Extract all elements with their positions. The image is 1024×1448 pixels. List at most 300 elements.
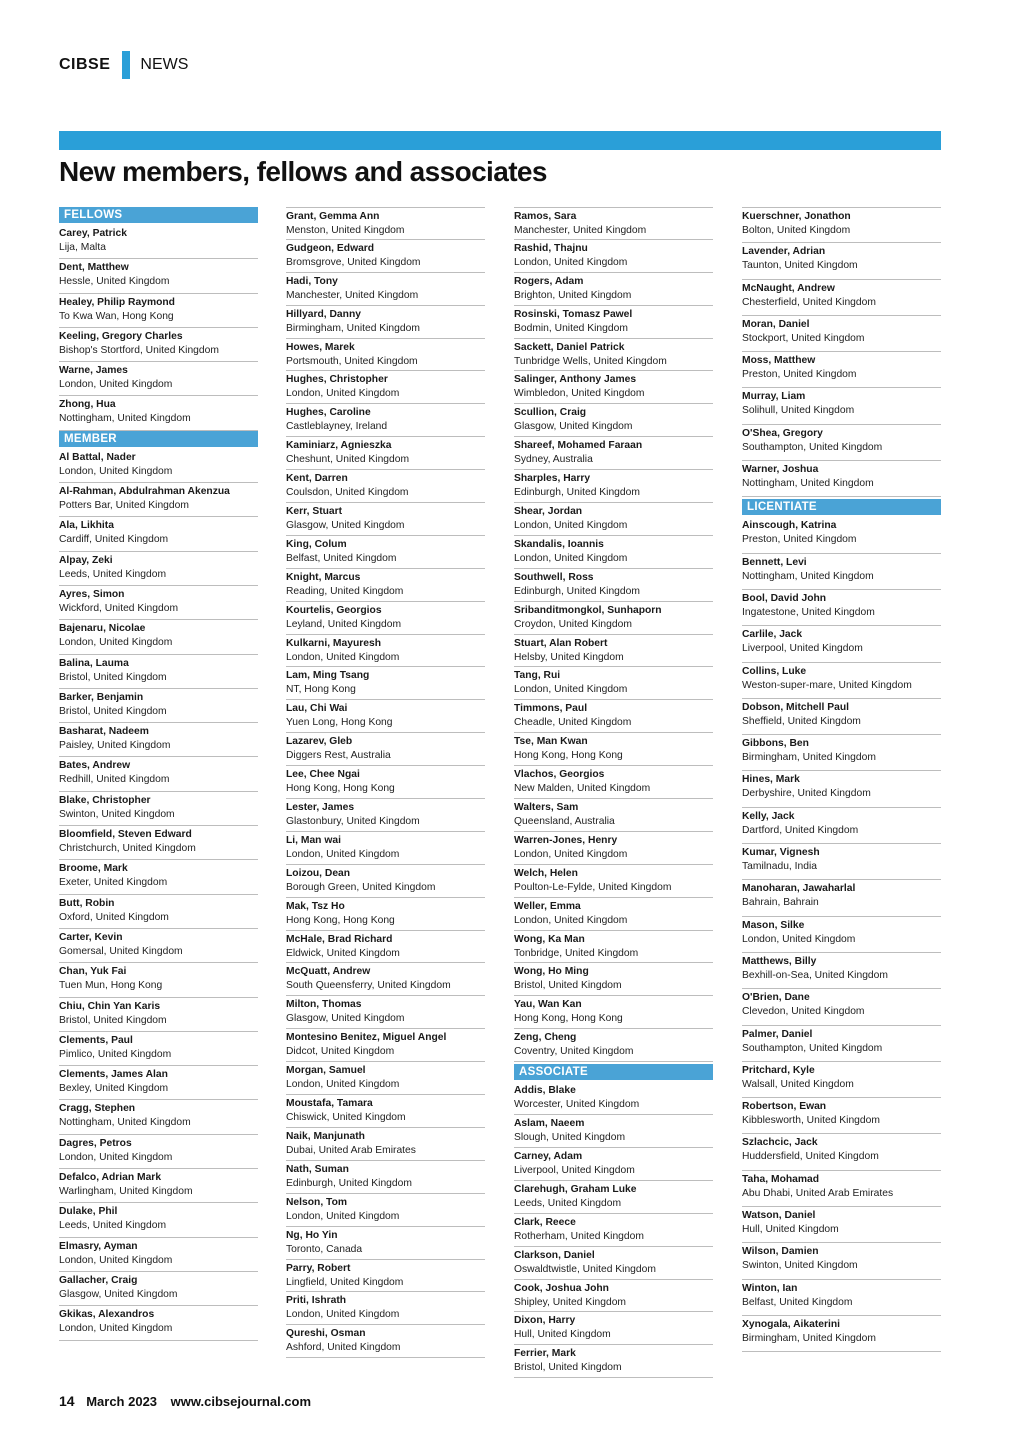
member-name: Manoharan, Jawaharlal [742, 883, 856, 895]
member-entry [59, 655, 258, 689]
member-entry [286, 799, 485, 832]
member-location: Glasgow, United Kingdom [286, 520, 405, 532]
member-entry [286, 1095, 485, 1128]
brand-logo: CIBSE [59, 56, 111, 73]
member-location: NT, Hong Kong [286, 684, 356, 696]
member-name: Rogers, Adam [514, 275, 584, 287]
member-entry [59, 929, 258, 963]
member-name: Taha, Mohamad [742, 1173, 820, 1185]
member-entry [514, 1148, 713, 1181]
member-location: Derbyshire, United Kingdom [742, 788, 871, 800]
member-entry [742, 207, 941, 243]
member-entry [742, 590, 941, 626]
member-location: Swinton, United Kingdom [59, 808, 175, 820]
member-name: Dixon, Harry [514, 1315, 576, 1327]
member-entry [286, 1194, 485, 1227]
member-name: Mason, Silke [742, 919, 805, 931]
member-entry [286, 667, 485, 700]
member-entry [286, 207, 485, 240]
member-entry [59, 826, 258, 860]
member-entry [59, 449, 258, 483]
member-entry [59, 963, 258, 997]
member-name: Defalco, Adrian Mark [59, 1172, 162, 1184]
member-location: Menston, United Kingdom [286, 225, 405, 236]
member-name: Naik, Manjunath [286, 1130, 365, 1142]
member-location: Hull, United Kingdom [514, 1329, 611, 1341]
member-entry [59, 294, 258, 328]
member-entry [286, 273, 485, 306]
member-location: Bristol, United Kingdom [59, 1014, 167, 1026]
member-entry [742, 1316, 941, 1352]
member-location: Clevedon, United Kingdom [742, 1006, 865, 1018]
member-location: Exeter, United Kingdom [59, 877, 168, 889]
member-entry [59, 723, 258, 757]
column-4 [742, 207, 941, 1352]
member-name: Basharat, Nadeem [59, 726, 149, 738]
member-name: McNaught, Andrew [742, 282, 835, 294]
member-location: Borough Green, United Kingdom [286, 881, 436, 893]
member-name: Wong, Ka Man [514, 933, 585, 945]
member-entry [742, 425, 941, 461]
member-location: Belfast, United Kingdom [742, 1296, 853, 1308]
member-name: Carney, Adam [514, 1150, 583, 1162]
member-location: Hong Kong, Hong Kong [514, 1013, 623, 1025]
member-entry [286, 1128, 485, 1161]
member-location: Dartford, United Kingdom [742, 824, 859, 836]
member-location: London, United Kingdom [514, 848, 628, 860]
member-name: Watson, Daniel [742, 1210, 816, 1222]
member-location: Leyland, United Kingdom [286, 618, 402, 630]
member-entry [514, 503, 713, 536]
member-name: Mak, Tsz Ho [286, 900, 345, 912]
member-entry [286, 733, 485, 766]
member-name: Bloomfield, Steven Edward [59, 829, 192, 841]
member-location: Hong Kong, Hong Kong [286, 914, 395, 926]
member-name: Gibbons, Ben [742, 738, 809, 750]
member-entry [514, 1029, 713, 1062]
member-entry [59, 586, 258, 620]
member-name: Cragg, Stephen [59, 1103, 136, 1115]
member-entry [514, 371, 713, 404]
member-location: Cheadle, United Kingdom [514, 717, 632, 729]
member-name: Robertson, Ewan [742, 1101, 827, 1113]
member-name: Stuart, Alan Robert [514, 637, 608, 649]
member-entry [286, 1292, 485, 1325]
member-name: Li, Man wai [286, 834, 341, 846]
member-name: O'Brien, Dane [742, 992, 810, 1004]
member-name: Balina, Lauma [59, 657, 129, 669]
member-entry [59, 860, 258, 894]
member-location: Redhill, United Kingdom [59, 774, 170, 786]
member-name: Clarkson, Daniel [514, 1249, 595, 1261]
column-2 [286, 207, 485, 1358]
member-location: Leeds, United Kingdom [59, 1220, 167, 1232]
member-name: McQuatt, Andrew [286, 966, 371, 978]
member-entry [59, 1306, 258, 1340]
member-name: Hughes, Christopher [286, 374, 388, 386]
member-location: Wickford, United Kingdom [59, 602, 179, 614]
member-entry [286, 1062, 485, 1095]
page-title: New members, fellows and associates [59, 156, 547, 187]
member-name: Warne, James [59, 365, 128, 377]
member-name: Hillyard, Danny [286, 308, 361, 320]
member-name: Butt, Robin [59, 897, 115, 909]
member-location: Liverpool, United Kingdom [742, 643, 863, 655]
member-entry [59, 396, 258, 430]
member-location: Preston, United Kingdom [742, 369, 857, 381]
member-entry [59, 517, 258, 551]
member-name: Murray, Liam [742, 391, 806, 403]
member-location: Dubai, United Arab Emirates [286, 1144, 416, 1156]
member-entry [59, 1203, 258, 1237]
member-location: Oxford, United Kingdom [59, 911, 169, 923]
member-entry [286, 700, 485, 733]
member-name: Clark, Reece [514, 1216, 576, 1228]
member-name: Al-Rahman, Abdulrahman Akenzua [59, 486, 230, 498]
member-location: Croydon, United Kingdom [514, 618, 632, 630]
member-entry [742, 735, 941, 771]
member-entry [59, 1066, 258, 1100]
member-name: Ng, Ho Yin [286, 1229, 338, 1241]
member-name: Hadi, Tony [286, 275, 338, 287]
member-entry [742, 352, 941, 388]
member-name: Bates, Andrew [59, 760, 131, 772]
member-name: Yau, Wan Kan [514, 999, 582, 1011]
member-location: London, United Kingdom [514, 914, 628, 926]
member-entry [514, 766, 713, 799]
member-name: Gallacher, Craig [59, 1274, 138, 1286]
member-name: Dulake, Phil [59, 1206, 118, 1218]
member-location: London, United Kingdom [59, 1323, 173, 1335]
member-location: London, United Kingdom [514, 684, 628, 696]
member-location: Southampton, United Kingdom [742, 441, 883, 453]
member-entry [286, 602, 485, 635]
member-location: Queensland, Australia [514, 816, 615, 828]
member-location: Manchester, United Kingdom [286, 289, 419, 301]
member-location: London, United Kingdom [286, 1079, 400, 1091]
member-entry [59, 362, 258, 396]
member-name: Ramos, Sara [514, 211, 577, 222]
member-location: Birmingham, United Kingdom [742, 752, 876, 764]
member-entry [59, 895, 258, 929]
member-name: Gudgeon, Edward [286, 242, 375, 254]
member-location: London, United Kingdom [286, 388, 400, 400]
member-name: Shear, Jordan [514, 506, 583, 518]
member-entry [514, 602, 713, 635]
member-location: Tamilnadu, India [742, 861, 817, 873]
member-entry [742, 1171, 941, 1207]
member-name: Aslam, Naeem [514, 1118, 585, 1130]
member-location: Ingatestone, United Kingdom [742, 606, 875, 618]
member-location: London, United Kingdom [286, 1309, 400, 1321]
member-location: Hong Kong, Hong Kong [514, 750, 623, 762]
section-header-fellows: FELLOWS [59, 207, 258, 223]
member-name: Sribanditmongkol, Sunhaporn [514, 604, 662, 616]
member-name: Elmasry, Ayman [59, 1240, 138, 1252]
member-location: Taunton, United Kingdom [742, 260, 858, 272]
member-name: Lam, Ming Tsang [286, 670, 370, 682]
member-name: Palmer, Daniel [742, 1028, 813, 1040]
member-location: Cheshunt, United Kingdom [286, 454, 410, 466]
member-location: Kibblesworth, United Kingdom [742, 1115, 880, 1127]
member-entry [286, 536, 485, 569]
member-entry [742, 1134, 941, 1170]
member-location: Leeds, United Kingdom [59, 568, 167, 580]
member-entry [742, 388, 941, 424]
member-location: Chiswick, United Kingdom [286, 1112, 406, 1124]
member-entry [742, 1098, 941, 1134]
member-location: Edinburgh, United Kingdom [514, 487, 640, 499]
member-entry [742, 554, 941, 590]
member-entry [286, 503, 485, 536]
member-name: Sackett, Daniel Patrick [514, 341, 625, 353]
member-location: London, United Kingdom [286, 1210, 400, 1222]
member-name: Ayres, Simon [59, 588, 125, 600]
member-entry [286, 635, 485, 668]
member-name: Bool, David John [742, 592, 827, 604]
member-entry [514, 1280, 713, 1313]
member-entry [514, 1247, 713, 1280]
member-entry [514, 569, 713, 602]
member-entry [514, 536, 713, 569]
member-name: Parry, Robert [286, 1262, 351, 1274]
member-entry [59, 1238, 258, 1272]
section-name: NEWS [140, 56, 189, 73]
member-entry [514, 1345, 713, 1378]
member-location: Warlingham, United Kingdom [59, 1186, 193, 1198]
member-name: Kelly, Jack [742, 810, 795, 822]
member-location: Potters Bar, United Kingdom [59, 500, 189, 512]
member-location: London, United Kingdom [514, 520, 628, 532]
member-location: Portsmouth, United Kingdom [286, 355, 418, 367]
member-entry [514, 996, 713, 1029]
member-name: Weller, Emma [514, 900, 581, 912]
member-entry [286, 470, 485, 503]
member-name: Nath, Suman [286, 1163, 349, 1175]
member-name: Carey, Patrick [59, 228, 127, 239]
member-name: Skandalis, Ioannis [514, 538, 604, 550]
member-location: Brighton, United Kingdom [514, 289, 632, 301]
member-name: Welch, Helen [514, 867, 578, 879]
member-location: Bromsgrove, United Kingdom [286, 256, 421, 268]
member-location: Weston-super-mare, United Kingdom [742, 679, 912, 691]
member-entry [286, 898, 485, 931]
member-entry [59, 998, 258, 1032]
member-location: Bristol, United Kingdom [59, 671, 167, 683]
member-entry [514, 635, 713, 668]
member-location: Bishop's Stortford, United Kingdom [59, 344, 219, 356]
member-entry [286, 1325, 485, 1358]
member-entry [742, 517, 941, 553]
member-entry [286, 404, 485, 437]
member-name: Vlachos, Georgios [514, 769, 605, 781]
member-location: Shipley, United Kingdom [514, 1296, 626, 1308]
member-entry [742, 808, 941, 844]
member-entry [514, 799, 713, 832]
member-location: Tonbridge, United Kingdom [514, 947, 639, 959]
member-entry [514, 963, 713, 996]
member-name: Collins, Luke [742, 665, 807, 677]
member-name: Lester, James [286, 802, 355, 814]
member-location: Walsall, United Kingdom [742, 1078, 854, 1090]
member-location: Liverpool, United Kingdom [514, 1164, 635, 1176]
member-name: Cook, Joshua John [514, 1282, 609, 1294]
member-location: Solihull, United Kingdom [742, 405, 855, 417]
member-entry [59, 1032, 258, 1066]
member-entry [742, 280, 941, 316]
member-location: London, United Kingdom [59, 379, 173, 391]
section-header-associate: ASSOCIATE [514, 1064, 713, 1080]
member-location: Wimbledon, United Kingdom [514, 388, 645, 400]
member-name: Warner, Joshua [742, 464, 819, 476]
member-entry [59, 483, 258, 517]
member-location: Bodmin, United Kingdom [514, 322, 628, 334]
member-location: Huddersfield, United Kingdom [742, 1151, 879, 1163]
member-location: Preston, United Kingdom [742, 534, 857, 546]
member-name: Matthews, Billy [742, 955, 817, 967]
member-location: Glasgow, United Kingdom [59, 1288, 178, 1300]
member-location: Coventry, United Kingdom [514, 1046, 634, 1058]
member-name: Chiu, Chin Yan Karis [59, 1000, 161, 1012]
member-name: Clarehugh, Graham Luke [514, 1183, 637, 1195]
member-name: Rosinski, Tomasz Pawel [514, 308, 633, 320]
member-name: Moustafa, Tamara [286, 1098, 373, 1110]
member-location: Helsby, United Kingdom [514, 651, 624, 663]
member-entry [742, 316, 941, 352]
member-location: Leeds, United Kingdom [514, 1197, 622, 1209]
page-number: 14 [59, 1393, 75, 1409]
member-name: Hughes, Caroline [286, 407, 371, 419]
member-location: Abu Dhabi, United Arab Emirates [742, 1187, 894, 1199]
member-location: Bolton, United Kingdom [742, 225, 851, 236]
member-name: Lau, Chi Wai [286, 703, 348, 715]
member-entry [286, 1260, 485, 1293]
member-entry [59, 689, 258, 723]
member-entry [286, 306, 485, 339]
member-name: Szlachcic, Jack [742, 1137, 818, 1149]
member-entry [514, 404, 713, 437]
member-name: Timmons, Paul [514, 703, 588, 715]
member-name: Ferrier, Mark [514, 1348, 576, 1360]
member-entry [59, 757, 258, 791]
member-entry [742, 917, 941, 953]
member-location: Sheffield, United Kingdom [742, 715, 861, 727]
member-location: South Queensferry, United Kingdom [286, 980, 451, 992]
member-entry [742, 989, 941, 1025]
member-location: Lingfield, United Kingdom [286, 1276, 404, 1288]
member-name: Dobson, Mitchell Paul [742, 701, 849, 713]
member-entry [742, 880, 941, 916]
section-header-licentiate: LICENTIATE [742, 499, 941, 515]
member-location: London, United Kingdom [514, 552, 628, 564]
member-name: Ala, Likhita [59, 520, 114, 532]
member-entry [742, 699, 941, 735]
member-entry [59, 328, 258, 362]
member-name: Hines, Mark [742, 774, 800, 786]
member-location: Nottingham, United Kingdom [742, 478, 874, 490]
member-name: Bajenaru, Nicolae [59, 623, 146, 635]
member-name: Carlile, Jack [742, 629, 803, 641]
member-entry [742, 953, 941, 989]
member-location: Pimlico, United Kingdom [59, 1048, 172, 1060]
member-name: Shareef, Mohamed Faraan [514, 440, 643, 452]
member-name: Clements, Paul [59, 1034, 133, 1046]
member-name: Blake, Christopher [59, 794, 151, 806]
member-name: Moran, Daniel [742, 318, 810, 330]
member-name: Healey, Philip Raymond [59, 296, 175, 308]
member-location: New Malden, United Kingdom [514, 783, 651, 795]
member-location: Lija, Malta [59, 242, 106, 253]
member-entry [514, 1312, 713, 1345]
member-name: Moss, Matthew [742, 355, 816, 367]
member-location: Slough, United Kingdom [514, 1132, 626, 1144]
member-name: King, Colum [286, 538, 347, 550]
member-entry [59, 792, 258, 826]
member-location: Castleblayney, Ireland [286, 421, 388, 433]
member-location: Glasgow, United Kingdom [286, 1013, 405, 1025]
member-location: Chesterfield, United Kingdom [742, 296, 876, 308]
member-name: Broome, Mark [59, 863, 128, 875]
member-location: Bexley, United Kingdom [59, 1083, 169, 1095]
member-name: Scullion, Craig [514, 407, 587, 419]
member-location: Stockport, United Kingdom [742, 332, 865, 344]
member-entry [742, 461, 941, 497]
section-header-member: MEMBER [59, 431, 258, 447]
member-location: Tunbridge Wells, United Kingdom [514, 355, 667, 367]
member-location: Worcester, United Kingdom [514, 1099, 640, 1111]
member-location: Glasgow, United Kingdom [514, 421, 633, 433]
member-entry [59, 259, 258, 293]
member-location: Poulton-Le-Fylde, United Kingdom [514, 881, 672, 893]
member-location: Birmingham, United Kingdom [286, 322, 420, 334]
member-location: Didcot, United Kingdom [286, 1046, 395, 1058]
member-location: Cardiff, United Kingdom [59, 534, 169, 546]
member-name: Bennett, Levi [742, 556, 807, 568]
member-entry [286, 1161, 485, 1194]
member-location: Manchester, United Kingdom [514, 225, 647, 236]
member-location: Bexhill-on-Sea, United Kingdom [742, 969, 888, 981]
member-entry [742, 771, 941, 807]
member-location: To Kwa Wan, Hong Kong [59, 310, 174, 322]
member-entry [742, 844, 941, 880]
member-name: McHale, Brad Richard [286, 933, 393, 945]
member-name: Zhong, Hua [59, 399, 116, 411]
member-entry [286, 240, 485, 273]
member-entry [742, 1243, 941, 1279]
member-entry [514, 700, 713, 733]
member-entry [742, 1207, 941, 1243]
member-entry [514, 1082, 713, 1115]
member-name: Xynogala, Aikaterini [742, 1318, 841, 1330]
member-entry [286, 1029, 485, 1062]
member-location: Yuen Long, Hong Kong [286, 717, 393, 729]
member-entry [514, 1181, 713, 1214]
member-name: Kourtelis, Georgios [286, 604, 382, 616]
column-3 [514, 207, 713, 1378]
member-name: Grant, Gemma Ann [286, 211, 380, 222]
member-entry [742, 1026, 941, 1062]
member-name: Southwell, Ross [514, 571, 594, 583]
member-name: Lavender, Adrian [742, 246, 826, 258]
member-entry [514, 898, 713, 931]
member-entry [59, 552, 258, 586]
member-location: Edinburgh, United Kingdom [286, 1177, 412, 1189]
member-name: Walters, Sam [514, 802, 579, 814]
member-entry [286, 766, 485, 799]
member-entry [59, 1100, 258, 1134]
member-location: Bahrain, Bahrain [742, 897, 819, 909]
member-location: London, United Kingdom [286, 651, 400, 663]
